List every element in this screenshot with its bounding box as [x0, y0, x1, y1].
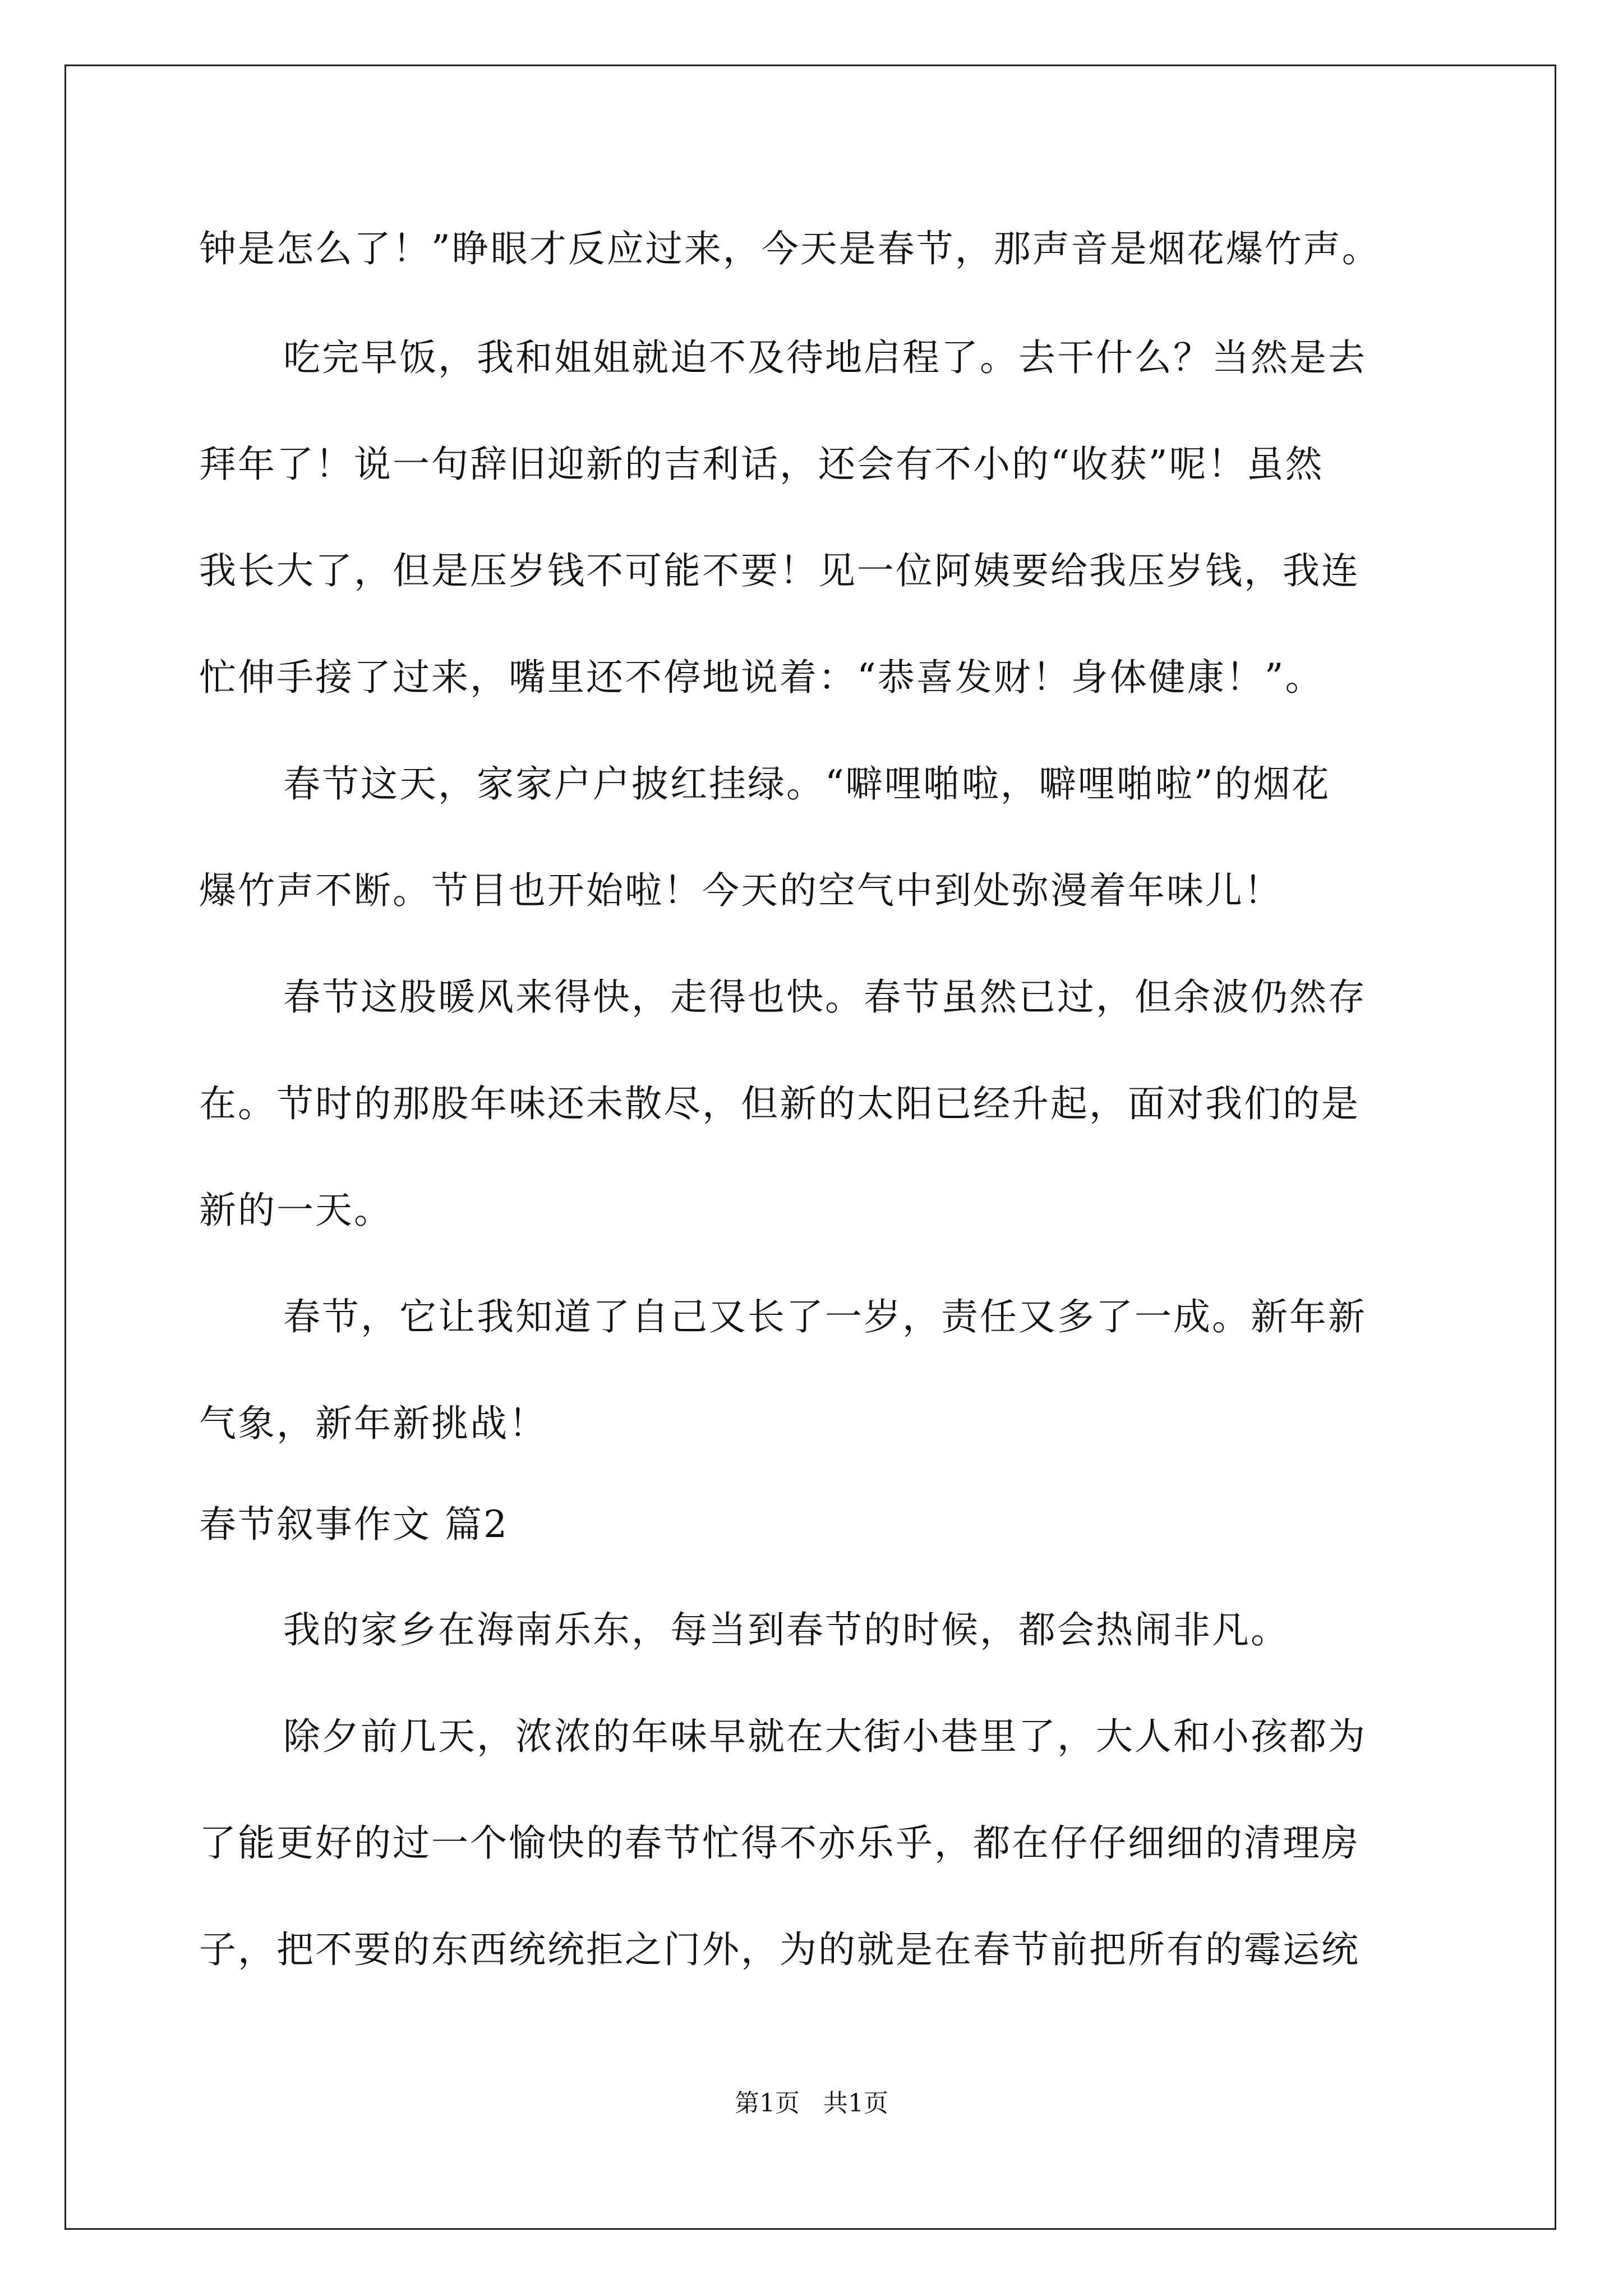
- text-line: 了能更好的过一个愉快的春节忙得不亦乐乎，都在仔仔细细的清理房: [199, 1821, 1360, 1865]
- text-line: 在。节时的那股年味还未散尽，但新的太阳已经升起，面对我们的是: [199, 1082, 1360, 1125]
- text-line: 子，把不要的东西统统拒之门外，为的就是在春节前把所有的霉运统: [199, 1928, 1360, 1971]
- text-line: 钟是怎么了！”睁眼才反应过来，今天是春节，那声音是烟花爆竹声。: [199, 227, 1381, 270]
- text-line: 我的家乡在海南乐东，每当到春节的时候，都会热闹非凡。: [283, 1608, 1289, 1651]
- text-line: 吃完早饭，我和姐姐就迫不及待地启程了。去干什么？当然是去: [283, 336, 1367, 379]
- text-line: 拜年了！说一句辞旧迎新的吉利话，还会有不小的“收获”呢！虽然: [199, 443, 1324, 486]
- section-heading: 春节叙事作文 篇2: [199, 1503, 509, 1546]
- text-line: 春节，它让我知道了自己又长了一岁，责任又多了一成。新年新: [283, 1295, 1367, 1338]
- text-line: 我长大了，但是压岁钱不可能不要！见一位阿姨要给我压岁钱，我连: [199, 549, 1360, 592]
- text-line: 除夕前几天，浓浓的年味早就在大街小巷里了，大人和小孩都为: [283, 1715, 1367, 1758]
- page-footer: 第1页 共1页: [735, 2089, 888, 2118]
- text-line: 新的一天。: [199, 1189, 393, 1232]
- text-line: 春节这天，家家户户披红挂绿。“噼哩啪啦，噼哩啪啦”的烟花: [283, 762, 1331, 806]
- text-line: 忙伸手接了过来，嘴里还不停地说着：“恭喜发财！身体健康！”。: [199, 656, 1324, 699]
- page-border: [64, 65, 1556, 2230]
- text-line: 爆竹声不断。节目也开始啦！今天的空气中到处弥漫着年味儿！: [199, 869, 1283, 912]
- text-line: 春节这股暖风来得快，走得也快。春节虽然已过，但余波仍然存: [283, 976, 1367, 1019]
- text-line: 气象，新年新挑战！: [199, 1402, 547, 1445]
